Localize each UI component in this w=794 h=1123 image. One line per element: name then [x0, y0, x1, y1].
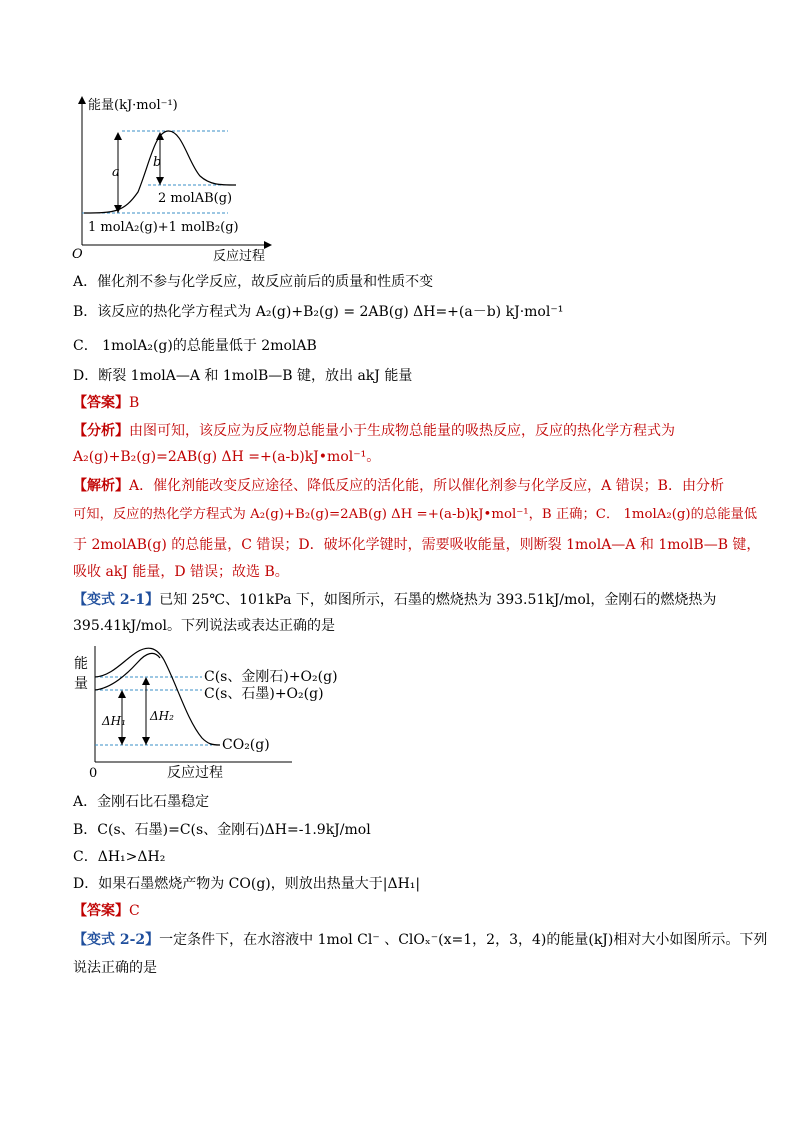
q3-tag: 【变式 2-2】: [73, 932, 160, 948]
co2-label: CO₂(g): [222, 737, 270, 753]
y-axis-label: 能量(kJ·mol⁻¹): [88, 98, 178, 113]
diamond-label: C(s、金刚石)+O₂(g): [204, 669, 338, 685]
q2-stem-1: 已知 25℃、101kPa 下，如图所示，石墨的燃烧热为 393.51kJ/mol，金刚石的燃烧热为: [159, 592, 717, 608]
q2-tag: 【变式 2-1】: [73, 592, 160, 608]
q2-option-c: C．ΔH₁>ΔH₂: [73, 849, 166, 865]
q2-option-b: B．C(s、石墨)=C(s、金刚石)ΔH=-1.9kJ/mol: [73, 822, 371, 838]
energy-diagram-2: [72, 640, 372, 785]
q3-stem-2: 说法正确的是: [73, 960, 157, 976]
q1-analysis-row: [73, 421, 675, 441]
x-axis-label: 反应过程: [213, 249, 266, 264]
dh1-label: ΔH₁: [102, 714, 126, 728]
q2-option-d: D．如果石墨燃烧产物为 CO(g)，则放出热量大于|ΔH₁|: [73, 876, 421, 892]
q1-option-d: D．断裂 1molA—A 和 1molB—B 键，放出 akJ 能量: [73, 368, 413, 384]
y-label-bottom: 量: [74, 676, 88, 692]
q1-option-a: A．催化剂不参与化学反应，故反应前后的质量和性质不变: [73, 274, 434, 290]
q3-stem-row: [73, 930, 767, 950]
explain-text-2: 可知，反应的热化学方程式为 A₂(g)+B₂(g)=2AB(g) ΔH =+(a-b)kJ•mol⁻¹，B 正确；C． 1molA₂(g)的总能量低: [73, 507, 758, 522]
dh2-label: ΔH₂: [150, 709, 174, 723]
analysis-tag: 【分析】: [73, 423, 129, 439]
q1-answer-row: [73, 393, 139, 413]
origin-label-2: 0: [89, 766, 98, 781]
graphite-label: C(s、石墨)+O₂(g): [204, 686, 324, 702]
q1-option-c: C． 1molA₂(g)的总能量低于 2molAB: [73, 338, 317, 354]
q2-answer-tag: 【答案】: [73, 903, 129, 919]
reactants-label: 1 molA₂(g)+1 molB₂(g): [88, 220, 239, 235]
y-label-top: 能: [74, 656, 88, 672]
q2-stem-2: 395.41kJ/mol。下列说法或表达正确的是: [73, 618, 335, 634]
q2-option-a: A．金刚石比石墨稳定: [73, 794, 210, 810]
answer-tag: 【答案】: [73, 395, 129, 411]
products-label: 2 molAB(g): [158, 191, 233, 206]
q1-option-b: B．该反应的热化学方程式为 A₂(g)+B₂(g) = 2AB(g) ΔH=+(a－b) kJ·mol⁻¹: [73, 304, 564, 320]
q1-explain-row: [73, 476, 724, 496]
q2-answer-row: [73, 901, 140, 921]
diamond-curve: [95, 648, 220, 745]
q2-answer-value: C: [129, 903, 140, 919]
explain-text-1: A．催化剂能改变反应途径、降低反应的活化能，所以催化剂参与化学反应，A 错误；B．由分析: [129, 478, 724, 494]
label-b: b: [153, 155, 162, 170]
explain-text-4: 吸收 akJ 能量，D 错误；故选 B。: [73, 564, 289, 580]
label-a: a: [112, 165, 120, 180]
analysis-text-1: 由图可知，该反应为反应物总能量小于生成物总能量的吸热反应，反应的热化学方程式为: [129, 423, 675, 439]
answer-value: B: [129, 395, 140, 411]
energy-diagram-1: [60, 92, 350, 267]
x-axis-label-2: 反应过程: [167, 765, 223, 781]
explain-tag: 【解析】: [73, 478, 129, 494]
analysis-text-2: A₂(g)+B₂(g)=2AB(g) ΔH =+(a-b)kJ•mol⁻¹。: [73, 449, 381, 465]
q2-stem-row: [73, 590, 716, 610]
origin-label: O: [72, 247, 83, 262]
explain-text-3: 于 2molAB(g) 的总能量，C 错误；D．破坏化学键时，需要吸收能量，则断裂 1molA—A 和 1molB—B 键，: [73, 537, 761, 553]
q3-stem-1: 一定条件下，在水溶液中 1mol Cl⁻ 、ClOₓ⁻(x=1，2，3，4)的能量(kJ)相对大小如图所示。下列: [159, 932, 768, 948]
